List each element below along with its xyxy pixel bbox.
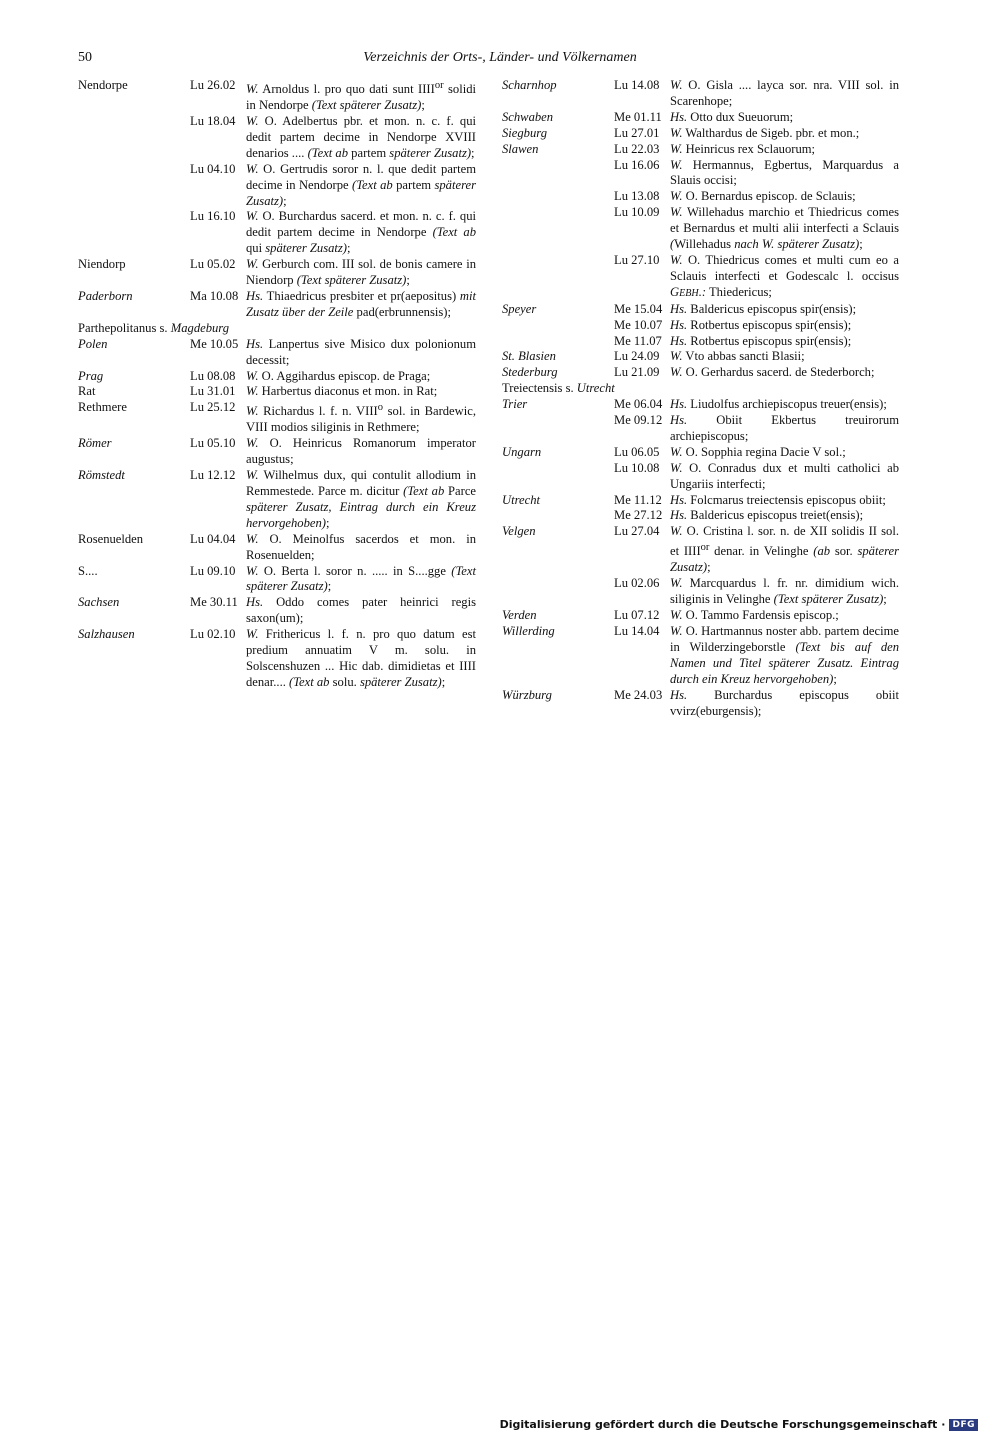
record-text: W. O. Gerhardus sacerd. de Stederborch;	[670, 365, 875, 380]
entry-records	[614, 688, 899, 720]
record-date: Lu 04.10	[190, 161, 236, 176]
record-date: Lu 25.12	[190, 400, 236, 415]
entry-records	[190, 595, 476, 627]
record-date: Lu 16.06	[614, 157, 660, 172]
entry-records	[190, 369, 476, 385]
record	[190, 78, 476, 114]
record	[190, 564, 476, 596]
entry-records	[614, 608, 899, 624]
record	[614, 302, 899, 318]
record-date: Lu 08.08	[190, 368, 236, 383]
entry-name: Stederburg	[502, 365, 558, 380]
index-column-left	[78, 78, 476, 691]
record	[614, 397, 899, 413]
record-text: Hs. Obiit Ekbertus treuirorum archiepiscopus;	[670, 413, 899, 443]
record-text: W. O. Meinolfus sacerdos et mon. in Rosenuelden;	[246, 531, 476, 562]
index-entry	[78, 369, 476, 385]
record	[614, 205, 899, 253]
record-text: W. Harbertus diaconus et mon. in Rat;	[246, 384, 438, 399]
record-date: Lu 21.09	[614, 365, 660, 380]
record	[614, 445, 899, 461]
index-entry	[78, 337, 476, 369]
page-number: 50	[78, 50, 92, 65]
record-text: W. Walthardus de Sigeb. pbr. et mon.;	[670, 125, 860, 140]
entry-name: Speyer	[502, 301, 537, 316]
record-date: Lu 22.03	[614, 141, 660, 156]
index-column-right	[502, 78, 899, 719]
index-entry	[502, 397, 899, 445]
entry-name: Sachsen	[78, 595, 120, 610]
record	[614, 508, 899, 524]
record-text: W. Gerburch com. III sol. de bonis camere in Niendorp (Text späterer Zusatz);	[246, 257, 476, 288]
index-entry	[78, 595, 476, 627]
record-date: Me 30.11	[190, 595, 238, 610]
record	[190, 468, 476, 532]
record	[614, 493, 899, 509]
entry-records	[614, 349, 899, 365]
record-date: Lu 27.01	[614, 125, 660, 140]
entry-records	[190, 532, 476, 564]
index-entry	[78, 384, 476, 400]
record	[190, 369, 476, 385]
record-date: Lu 06.05	[614, 444, 660, 459]
entry-name: Verden	[502, 608, 537, 623]
record-date: Ma 10.08	[190, 288, 239, 303]
entry-name: Nendorpe	[78, 78, 128, 92]
index-entry	[502, 688, 899, 720]
entry-name: Ungarn	[502, 444, 542, 459]
record-text: W. O. Cristina l. sor. n. de XII solidis II sol. et $IIII^{or}$ denar. in Velinghe (ab sor. späterer Zusatz);	[670, 524, 899, 575]
record-text: Hs. Oddo comes pater heinrici regis saxon(um);	[246, 595, 476, 626]
record-date: Lu 12.12	[190, 468, 236, 483]
entry-name: Schwaben	[502, 109, 554, 124]
entry-records	[190, 78, 476, 257]
record-text: W. O. Gisla .... layca sor. nra. VIII sol. in Scarenhope;	[670, 78, 899, 108]
record-date: Lu 14.08	[614, 78, 660, 92]
record-text: Hs. Rotbertus episcopus spir(ensis);	[670, 333, 852, 348]
record	[614, 365, 899, 381]
entry-name: Paderborn	[78, 288, 133, 303]
record-date: Me 24.03	[614, 687, 663, 702]
record-date: Lu 10.08	[614, 460, 660, 475]
record	[614, 189, 899, 205]
index-entry	[78, 564, 476, 596]
record-date: Lu 27.10	[614, 252, 660, 267]
record-text: W. O. Hartmannus noster abb. partem decime in Wilderzingeborstle (Text bis auf den Namen und Titel späterer Zusatz. Eintrag durch ein Kreuz hervorgehoben);	[670, 624, 899, 686]
entry-records	[614, 110, 899, 126]
entry-name: Niendorp	[78, 257, 126, 272]
entry-records	[614, 493, 899, 525]
record-date: Lu 13.08	[614, 189, 660, 204]
record-text: W. O. Burchardus sacerd. et mon. n. c. f. qui dedit partem decime in Nendorpe (Text ab qui späterer Zusatz);	[246, 209, 476, 256]
entry-records	[614, 365, 899, 381]
record-date: Lu 16.10	[190, 209, 236, 224]
index-entry	[78, 400, 476, 436]
record-date: Lu 02.06	[614, 576, 660, 591]
dfg-logo: DFG	[949, 1419, 978, 1431]
record-date: Me 10.05	[190, 336, 239, 351]
entry-name: Römstedt	[78, 468, 125, 483]
record-text: W. O. Bernardus episcop. de Sclauis;	[670, 189, 856, 204]
entry-records	[190, 468, 476, 532]
record-text: Hs. Baldericus episcopus spir(ensis);	[670, 301, 857, 316]
record-text: W. Hermannus, Egbertus, Marquardus a Slauis occisi;	[670, 157, 899, 188]
record-date: Lu 07.12	[614, 608, 660, 623]
record	[190, 532, 476, 564]
record	[190, 400, 476, 436]
record-text: W. O. Tammo Fardensis episcop.;	[670, 608, 839, 623]
entry-name: Würzburg	[502, 687, 552, 702]
record	[614, 158, 899, 190]
entry-name: St. Blasien	[502, 349, 556, 364]
entry-name: Utrecht	[502, 492, 541, 507]
record	[614, 253, 899, 302]
record-text: W. Arnoldus l. pro quo dati sunt $IIII^{or}$ solidi in Nendorpe (Text späterer Zusatz);	[246, 80, 477, 113]
entry-records	[190, 436, 476, 468]
record	[614, 576, 899, 608]
entry-records	[614, 445, 899, 493]
record-text: W. Wilhelmus dux, qui contulit allodium in Remmestede. Parce m. dicitur (Text ab Parce späterer Zusatz, Eintrag durch ein Kreuz hervorgehoben);	[246, 468, 477, 530]
record-date: Me 01.11	[614, 109, 662, 124]
entry-name: Rosenuelden	[78, 531, 144, 546]
record-text: Hs. Thiaedricus presbiter et pr(aepositus) mit Zusatz über der Zeile pad(erbrunnensis);	[246, 288, 476, 319]
entry-records	[614, 78, 899, 110]
xref-name: Treiectensis	[502, 381, 563, 396]
record-text: W. O. Gertrudis soror n. l. que dedit partem decime in Nendorpe (Text ab partem späterer Zusatz);	[246, 161, 476, 208]
record	[614, 78, 899, 110]
index-entry	[502, 78, 899, 110]
entry-name: Velgen	[502, 524, 536, 539]
index-entry	[78, 436, 476, 468]
record-date: Lu 05.10	[190, 436, 236, 451]
entry-name: S....	[78, 563, 98, 578]
entry-records	[614, 524, 899, 608]
entry-records	[190, 564, 476, 596]
entry-records	[190, 400, 476, 436]
record-date: Lu 27.04	[614, 524, 660, 539]
record	[190, 257, 476, 289]
record	[614, 688, 899, 720]
record-date: Me 10.07	[614, 317, 663, 332]
record-text: W. Richardus l. f. n. VIII$^o$ sol. in Bardewic, VIII modios siliginis in Rethmere;	[246, 402, 476, 435]
entry-records	[190, 337, 476, 369]
entry-records	[190, 257, 476, 289]
record-text: W. O. Berta l. soror n. ..... in S....gge (Text späterer Zusatz);	[246, 563, 476, 594]
entry-name: Rethmere	[78, 400, 127, 415]
record	[190, 384, 476, 400]
record	[614, 349, 899, 365]
record	[190, 209, 476, 257]
record-text: W. Willehadus marchio et Thiedricus comes et Bernardus et multi alii interfecti a Sclauis (Willehadus nach W. späterer Zusatz);	[670, 205, 899, 252]
xref-name: Parthepolitanus	[78, 320, 157, 335]
index-entry	[502, 445, 899, 493]
index-entry	[502, 126, 899, 142]
xref-target: Utrecht	[576, 381, 615, 396]
record-date: Lu 04.04	[190, 531, 236, 546]
record-date: Lu 14.04	[614, 624, 660, 638]
record	[614, 334, 899, 350]
xref-see: s.	[565, 381, 574, 396]
record-text: Hs. Burchardus episcopus obiit vvirz(eburgensis);	[670, 687, 899, 718]
xref-target: Magdeburg	[170, 320, 230, 335]
record-date: Me 11.07	[614, 333, 662, 348]
record-text: W. O. Adelbertus pbr. et mon. n. c. f. qui dedit partem decime in Nendorpe XVIII denarios .... (Text ab partem späterer Zusatz);	[246, 114, 476, 160]
record	[614, 624, 899, 688]
record	[190, 627, 476, 691]
record-text: Hs. Baldericus episcopus treiet(ensis);	[670, 508, 864, 523]
record-text: Hs. Otto dux Sueuorum;	[670, 109, 794, 124]
footer-separator: ·	[941, 1418, 946, 1431]
record	[614, 461, 899, 493]
record-text: W. O. Sopphia regina Dacie V sol.;	[670, 444, 846, 459]
record-text: W. Frithericus l. f. n. pro quo datum est predium annuatim V m. solu. in Solscenshuzen ... Hic dab. dimidietas et IIII denar.... (Text ab solu. späterer Zusatz);	[246, 627, 476, 689]
record	[614, 608, 899, 624]
index-entry	[502, 493, 899, 525]
entry-name: Siegburg	[502, 125, 548, 140]
cross-reference	[502, 381, 899, 397]
record	[614, 524, 899, 576]
record	[614, 413, 899, 445]
index-entry	[78, 257, 476, 289]
index-entry	[502, 624, 899, 688]
xref-see: s.	[159, 320, 168, 335]
entry-name: Willerding	[502, 624, 555, 638]
record-date: Lu 02.10	[190, 627, 236, 642]
record-text: W. Heinricus rex Sclauorum;	[670, 141, 816, 156]
record	[190, 595, 476, 627]
entry-records	[614, 142, 899, 302]
record-text: Hs. Rotbertus episcopus spir(ensis);	[670, 317, 852, 332]
record-date: Me 27.12	[614, 508, 663, 523]
record	[190, 436, 476, 468]
record-text: Hs. Lanpertus sive Misico dux polonionum decessit;	[246, 336, 476, 367]
index-entry	[502, 524, 899, 608]
running-title: Verzeichnis der Orts-, Länder- und Völkernamen	[363, 50, 637, 65]
record	[614, 110, 899, 126]
index-entry	[78, 78, 476, 257]
record-text: Hs. Folcmarus treiectensis episcopus obiit;	[670, 492, 886, 507]
dfg-footer	[500, 1418, 978, 1431]
index-entry	[78, 532, 476, 564]
record-text: W. O. Conradus dux et multi catholici ab Ungariis interfecti;	[670, 460, 899, 491]
record-date: Me 06.04	[614, 397, 663, 412]
index-entry	[502, 365, 899, 381]
entry-name: Slawen	[502, 141, 539, 156]
record	[614, 126, 899, 142]
entry-name: Rat	[78, 384, 96, 399]
entry-records	[614, 302, 899, 350]
record-date: Lu 09.10	[190, 563, 236, 578]
record	[190, 289, 476, 321]
record-date: Me 11.12	[614, 492, 662, 507]
record	[190, 337, 476, 369]
record-date: Me 15.04	[614, 301, 663, 316]
index-entry	[502, 110, 899, 126]
record-text: W. Marcquardus l. fr. nr. dimidium wich. siliginis in Velinghe (Text späterer Zusatz);	[670, 576, 899, 607]
record	[614, 318, 899, 334]
record	[190, 114, 476, 162]
record-text: W. O. Aggihardus episcop. de Praga;	[246, 368, 431, 383]
entry-name: Römer	[78, 436, 112, 451]
record-date: Me 09.12	[614, 413, 663, 428]
record-date: Lu 26.02	[190, 78, 236, 92]
record-date: Lu 24.09	[614, 349, 660, 364]
index-entry	[502, 302, 899, 350]
index-entry	[78, 468, 476, 532]
record-date: Lu 05.02	[190, 257, 236, 272]
index-entry	[502, 142, 899, 302]
entry-name: Salzhausen	[78, 627, 135, 642]
index-entry	[78, 289, 476, 321]
index-entry	[78, 627, 476, 691]
record	[190, 162, 476, 210]
entry-records	[190, 289, 476, 321]
entry-name: Polen	[78, 336, 108, 351]
entry-name: Trier	[502, 397, 528, 412]
entry-name: Scharnhop	[502, 78, 557, 92]
entry-records	[614, 624, 899, 688]
record-text: W. O. Thiedricus comes et multi cum eo a Sclauis interfecti et Godescalc l. occisus GEBH.: Thiedericus;	[670, 252, 899, 299]
cross-reference	[78, 321, 476, 337]
entry-records	[190, 627, 476, 691]
entry-records	[190, 384, 476, 400]
footer-text: Digitalisierung gefördert durch die Deutsche Forschungsgemeinschaft	[499, 1418, 938, 1431]
entry-records	[614, 397, 899, 445]
record-text: W. O. Heinricus Romanorum imperator augustus;	[246, 436, 476, 467]
entry-name: Prag	[78, 368, 104, 383]
record-date: Lu 31.01	[190, 384, 236, 399]
record-text: Hs. Liudolfus archiepiscopus treuer(ensis);	[670, 397, 887, 412]
record-date: Lu 18.04	[190, 114, 236, 128]
record-text: W. Vto abbas sancti Blasii;	[670, 349, 805, 364]
record	[614, 142, 899, 158]
entry-records	[614, 126, 899, 142]
record-date: Lu 10.09	[614, 205, 660, 220]
index-entry	[502, 608, 899, 624]
index-entry	[502, 349, 899, 365]
